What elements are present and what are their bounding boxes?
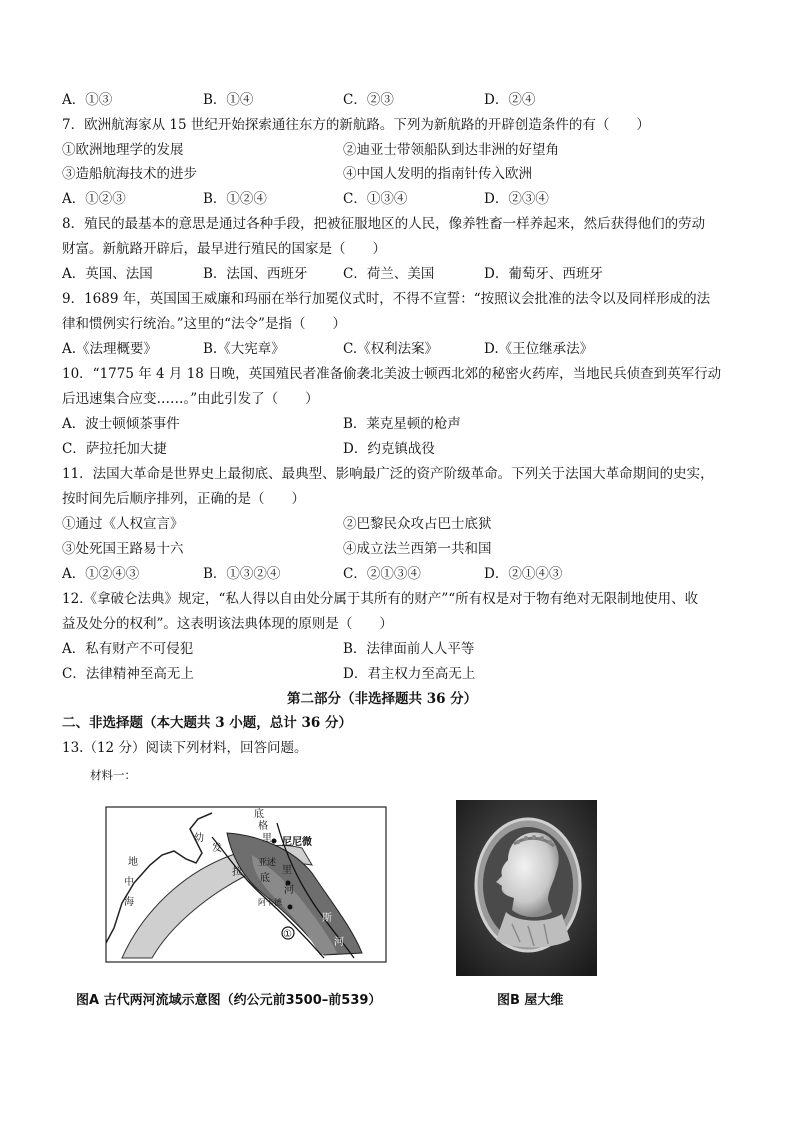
octavian-cameo-image: [456, 800, 597, 976]
material-label: 材料一：: [90, 768, 136, 782]
q6-option-c: C．②③: [343, 92, 394, 108]
map-label-si: 斯: [322, 913, 332, 924]
q9-option-a: A.《法理概要》: [62, 341, 158, 357]
q7-item-1: ①欧洲地理学的发展: [62, 142, 184, 158]
q12-option-c: C．法律精神至高无上: [62, 666, 194, 682]
map-label-mediterranean-3: 海: [124, 897, 134, 908]
q12-stem-line2: 益及处分的权利”。这表明该法典体现的原则是（ ）: [62, 616, 393, 632]
q11-stem-line1: 11．法国大革命是世界史上最彻底、最典型、影响最广泛的资产阶级革命。下列关于法国大革命期间的史实，: [62, 466, 714, 482]
q7-option-c: C．①③④: [343, 191, 408, 207]
q6-option-b: B．①④: [203, 92, 254, 108]
q7-item-3: ③造船航海技术的进步: [62, 166, 197, 182]
q8-stem-line2: 财富。新航路开辟后，最早进行殖民的国家是（ ）: [62, 241, 386, 257]
map-label-li-upper: 里: [262, 833, 272, 844]
q12-option-d: D．君主权力至高无上: [343, 666, 476, 682]
q11-item-2: ②巴黎民众攻占巴士底狱: [343, 516, 492, 532]
q8-option-b: B．法国、西班牙: [203, 266, 308, 282]
part2-title: 第二部分（非选择题共 36 分）: [287, 691, 478, 707]
map-label-circle1: ①: [283, 929, 292, 940]
q8-option-d: D．葡萄牙、西班牙: [484, 266, 603, 282]
q12-option-a: A．私有财产不可侵犯: [62, 641, 194, 657]
map-label-ge: 格: [258, 821, 268, 832]
q10-stem-line1: 10．“1775 年 4 月 18 日晚，英国殖民者准备偷袭北美波士顿西北郊的秘密火药库，当地民兵侦查到英军行动: [62, 366, 722, 382]
mesopotamia-map: [62, 793, 392, 978]
q8-option-c: C．荷兰、美国: [343, 266, 435, 282]
q12-stem-line1: 12.《拿破仑法典》规定，“私人得以自由处分属于其所有的财产”“所有权是对于物有绝对无限制地使用、收: [62, 591, 699, 607]
map-label-nineveh: 尼尼微: [282, 837, 312, 848]
map-label-mediterranean-2: 中: [124, 877, 134, 888]
q11-item-3: ③处死国王路易十六: [62, 541, 184, 557]
q10-stem-line2: 后迅速集合应变……。”由此引发了（ ）: [62, 391, 319, 407]
map-label-la: 拉: [232, 867, 242, 878]
map-label-he2: 河: [334, 937, 344, 948]
q11-stem-line2: 按时间先后顺序排列，正确的是（ ）: [62, 491, 305, 507]
map-label-akkad: 阿卡德: [258, 898, 282, 907]
q10-option-a: A．波士顿倾茶事件: [62, 416, 180, 432]
figure-a-caption: 图A 古代两河流域示意图（约公元前3500–前539）: [76, 993, 382, 1008]
q9-stem-line2: 律和惯例实行统治。”这里的“法令”是指（ ）: [62, 316, 346, 332]
q6-option-a: A．①③: [62, 92, 113, 108]
map-label-you: 幼: [194, 833, 204, 844]
q9-option-c: C.《权利法案》: [343, 341, 439, 357]
q9-option-b: B.《大宪章》: [203, 341, 285, 357]
q6-option-d: D．②④: [484, 92, 536, 108]
q8-stem-line1: 8．殖民的最基本的意思是通过各种手段，把被征服地区的人民，像养牲畜一样养起来，然后获得他们的劳动: [62, 216, 706, 232]
q7-option-b: B．①②④: [203, 191, 267, 207]
q11-option-b: B．①③②④: [203, 566, 281, 582]
q9-option-d: D.《王位继承法》: [484, 341, 594, 357]
q7-stem: 7．欧洲航海家从 15 世纪开始探索通往东方的新航路。下列为新航路的开辟创造条件的有（ ）: [62, 117, 650, 133]
q7-item-4: ④中国人发明的指南针传入欧洲: [343, 166, 532, 182]
q11-option-d: D．②①④③: [484, 566, 563, 582]
map-label-fa: 发: [212, 843, 222, 854]
q8-option-a: A．英国、法国: [62, 266, 153, 282]
map-label-di: 底: [254, 809, 264, 820]
section-heading: 二、非选择题（本大题共 3 小题，总计 36 分）: [62, 715, 352, 731]
q11-item-4: ④成立法兰西第一共和国: [343, 541, 492, 557]
q10-option-b: B．莱克星顿的枪声: [343, 416, 461, 432]
q11-option-c: C．②①③④: [343, 566, 421, 582]
q10-option-d: D．约克镇战役: [343, 441, 435, 457]
q7-option-d: D．②③④: [484, 191, 549, 207]
map-label-li: 里: [282, 865, 292, 876]
figure-b-caption: 图B 屋大维: [497, 993, 564, 1008]
map-label-he: 河: [284, 885, 294, 896]
q7-option-a: A．①②③: [62, 191, 126, 207]
map-label-di2: 底: [260, 873, 270, 884]
q9-stem-line1: 9．1689 年，英国国王威廉和玛丽在举行加冕仪式时，不得不宣誓：“按照议会批准的法令以及同样形成的法: [62, 291, 711, 307]
q13-stem: 13.（12 分）阅读下列材料，回答问题。: [62, 740, 308, 756]
q7-item-2: ②迪亚士带领船队到达非洲的好望角: [343, 142, 559, 158]
q12-option-b: B．法律面前人人平等: [343, 641, 475, 657]
q10-option-c: C．萨拉托加大捷: [62, 441, 167, 457]
map-label-assyria: 亚述: [258, 858, 277, 868]
q11-item-1: ①通过《人权宣言》: [62, 516, 184, 532]
q11-option-a: A．①②④③: [62, 566, 140, 582]
map-label-mediterranean-1: 地: [128, 857, 138, 868]
